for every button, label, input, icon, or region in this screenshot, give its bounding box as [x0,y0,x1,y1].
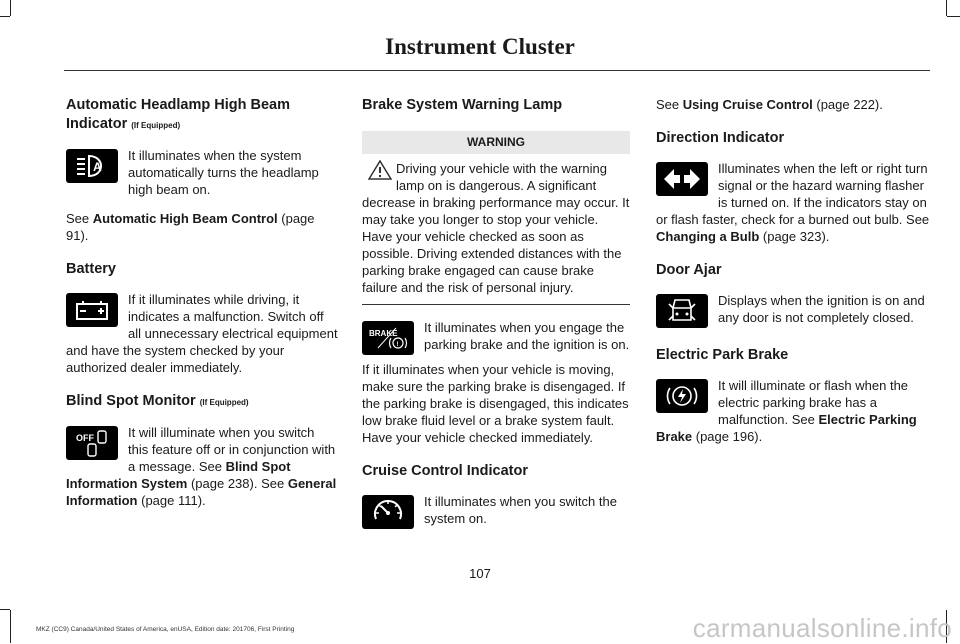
column-right [656,96,930,453]
svg-text:BRAKE: BRAKE [369,329,398,338]
crop-mark [0,16,10,17]
brake-description-moving: If it illuminates when your vehicle is moving, make sure the parking brake is disengaged. If the parking brake is disengaged, this indicates low brake fluid level or a brake system fault. Have your vehicle checked immediately. [362,362,629,445]
svg-text:!: ! [396,342,399,348]
brake-icon [362,321,414,355]
crop-mark [0,609,10,610]
section-heading-auto-high-beam: Automatic Headlamp High Beam Indicator (If Equipped) [66,97,290,132]
footer-edition: MKZ (CC9) Canada/United States of America, enUSA, Edition date: 201706, First Printing [36,626,295,633]
header-divider [64,70,930,71]
link-auto-high-beam-control[interactable]: Automatic High Beam Control [92,211,278,226]
page-number: 107 [469,566,491,581]
section-heading-battery: Battery [66,261,116,277]
section-heading-electric-park-brake: Electric Park Brake [656,347,789,363]
cruise-control-reference: See Using Cruise Control (page 222). [656,97,883,112]
door-ajar-description: Displays when the ignition is on and any door is not completely closed. [718,293,925,325]
brake-description-parking: It illuminates when you engage the parking brake and the ignition is on. [424,320,630,352]
battery-icon [66,293,118,327]
column-left [66,96,338,517]
section-heading-direction-indicator: Direction Indicator [656,130,785,146]
crop-mark [10,0,11,16]
page-title: Instrument Cluster [385,34,575,59]
link-blind-spot-information-system[interactable]: Blind Spot Information System [66,459,291,491]
warning-divider [362,304,630,305]
link-changing-a-bulb[interactable]: Changing a Bulb [656,229,760,244]
section-heading-cruise-control: Cruise Control Indicator [362,463,528,479]
auto-high-beam-reference: See Automatic High Beam Control (page 91). [66,211,315,243]
blind-spot-description: It will illuminate when you switch this feature off or in conjunction with a message. See Blind Spot Information System (page 238). See General Information (page 111). [66,425,337,508]
svg-text:A: A [93,160,102,174]
electric-park-brake-description: It will illuminate or flash when the electric parking brake has a malfunction. See Electric Parking Brake (page 196). [656,378,917,444]
cruise-control-icon [362,495,414,529]
direction-indicator-description: Illuminates when the left or right turn signal or the hazard warning flasher is turned on. If the indicators stay on or flash faster, check for a burned out bulb. See Changing a Bulb (page 323). [656,161,930,244]
link-general-information[interactable]: General Information [66,476,337,508]
auto-high-beam-icon [66,149,118,183]
crop-mark [10,610,11,643]
section-heading-door-ajar: Door Ajar [656,262,722,278]
direction-arrows-icon [656,162,708,196]
battery-description: If it illuminates while driving, it indicates a malfunction. Switch off all unnecessary electrical equipment and have the system checked by your authorized dealer immediately. [66,292,338,375]
section-heading-brake-warning: Brake System Warning Lamp [362,97,563,113]
watermark: carmanualsonline.info [692,613,952,643]
section-heading-blind-spot: Blind Spot Monitor (If Equipped) [66,393,249,409]
crop-mark [947,16,960,17]
cruise-control-description: It illuminates when you switch the system on. [424,494,617,526]
link-electric-parking-brake[interactable]: Electric Parking Brake [656,412,917,444]
column-middle [362,96,630,535]
warning-triangle-icon [368,160,392,180]
electric-park-brake-icon [656,379,708,413]
auto-high-beam-description: It illuminates when the system automatically turns the headlamp high beam on. [128,148,319,197]
warning-text: Driving your vehicle with the warning lamp on is dangerous. A significant decrease in braking performance may occur. It may take you longer to stop your vehicle. Have your vehicle checked as soon as possible. Driving extended distances with the parking brake engaged can cause brake failure and the risk of personal injury. [362,161,630,295]
warning-label: WARNING [362,131,630,154]
crop-mark [946,0,947,16]
link-using-cruise-control[interactable]: Using Cruise Control [682,97,813,112]
blind-spot-off-icon [66,426,118,460]
door-ajar-icon [656,294,708,328]
svg-text:OFF: OFF [76,433,94,443]
